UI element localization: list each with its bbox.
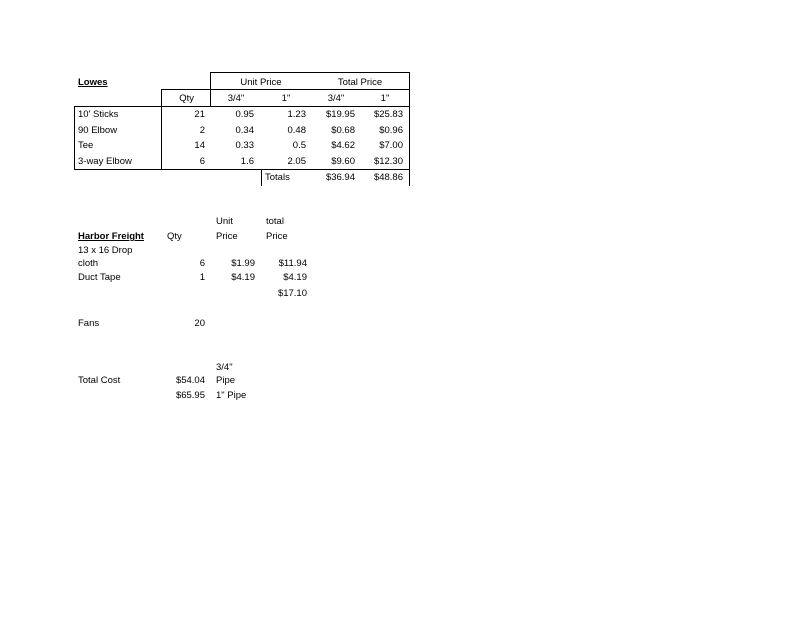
- header-unit-34: 3/4": [227, 93, 245, 104]
- header-total-price: Total Price: [337, 77, 383, 88]
- qty-cell: 14: [194, 140, 205, 151]
- total-34-cell: $4.62: [331, 140, 355, 151]
- qty-cell: 2: [199, 125, 205, 136]
- total-1-cell: $25.83: [373, 109, 403, 120]
- subtotal: $17.10: [277, 288, 307, 299]
- header-qty: Qty: [167, 231, 182, 242]
- header-unit-line1: Unit: [216, 216, 233, 227]
- header-total-1: 1": [380, 93, 390, 104]
- header-total-34: 3/4": [327, 93, 345, 104]
- unit-cell: $4.19: [231, 272, 255, 283]
- item-name: 10' Sticks: [78, 109, 119, 120]
- total-34-cell: $9.60: [331, 156, 355, 167]
- item-name: 3-way Elbow: [78, 156, 132, 167]
- item-name: 90 Elbow: [78, 125, 118, 136]
- total-1-cell: $0.96: [379, 125, 403, 136]
- unit-1-cell: 0.5: [292, 140, 306, 151]
- fans-label: Fans: [78, 318, 100, 329]
- unit-34-cell: 0.33: [235, 140, 254, 151]
- grid-line: [161, 89, 409, 90]
- lowes-title: Lowes: [78, 77, 108, 88]
- grid-line: [74, 106, 75, 170]
- qty-cell: 6: [199, 258, 205, 269]
- fans-qty: 20: [194, 318, 205, 329]
- grid-line: [261, 169, 262, 186]
- unit-1-cell: 0.48: [287, 125, 306, 136]
- total-34-cell: $0.68: [331, 125, 355, 136]
- totals-34: $36.94: [325, 172, 355, 183]
- grid-line: [74, 169, 409, 170]
- total-cost-label: Total Cost: [78, 375, 121, 386]
- header-qty: Qty: [179, 93, 194, 104]
- pipe34-total-value: $54.04: [175, 375, 205, 386]
- unit-34-cell: 0.34: [235, 125, 254, 136]
- total-cell: $11.94: [278, 258, 307, 269]
- harbor-freight-title: Harbor Freight: [78, 231, 144, 242]
- totals-label: Totals: [265, 172, 290, 183]
- qty-cell: 6: [199, 156, 205, 167]
- pipe1-total-value: $65.95: [175, 390, 205, 401]
- item-name: Tee: [78, 140, 94, 151]
- header-unit-1: 1": [281, 93, 291, 104]
- qty-cell: 21: [194, 109, 205, 120]
- item-name: Duct Tape: [78, 272, 121, 283]
- unit-34-cell: 0.95: [235, 109, 254, 120]
- qty-cell: 1: [199, 272, 205, 283]
- pipe34-label-line2: Pipe: [216, 375, 236, 386]
- grid-line: [74, 106, 409, 107]
- total-1-cell: $12.30: [373, 156, 403, 167]
- item-name-line1: 13 x 16 Drop: [78, 245, 133, 256]
- grid-line: [210, 72, 409, 73]
- unit-1-cell: 2.05: [287, 156, 306, 167]
- total-34-cell: $19.95: [325, 109, 355, 120]
- pipe34-label-line1: 3/4": [216, 362, 233, 373]
- item-name-line2: cloth: [78, 258, 99, 269]
- unit-cell: $1.99: [231, 258, 255, 269]
- total-1-cell: $7.00: [379, 140, 403, 151]
- header-total-line1: total: [266, 216, 284, 227]
- total-cell: $4.19: [283, 272, 307, 283]
- grid-line: [409, 72, 410, 186]
- pipe1-label: 1" Pipe: [216, 390, 247, 401]
- totals-1: $48.86: [373, 172, 403, 183]
- header-unit-price: Unit Price: [240, 77, 282, 88]
- unit-1-cell: 1.23: [287, 109, 306, 120]
- unit-34-cell: 1.6: [240, 156, 254, 167]
- header-unit-line2: Price: [216, 231, 238, 242]
- header-total-line2: Price: [266, 231, 288, 242]
